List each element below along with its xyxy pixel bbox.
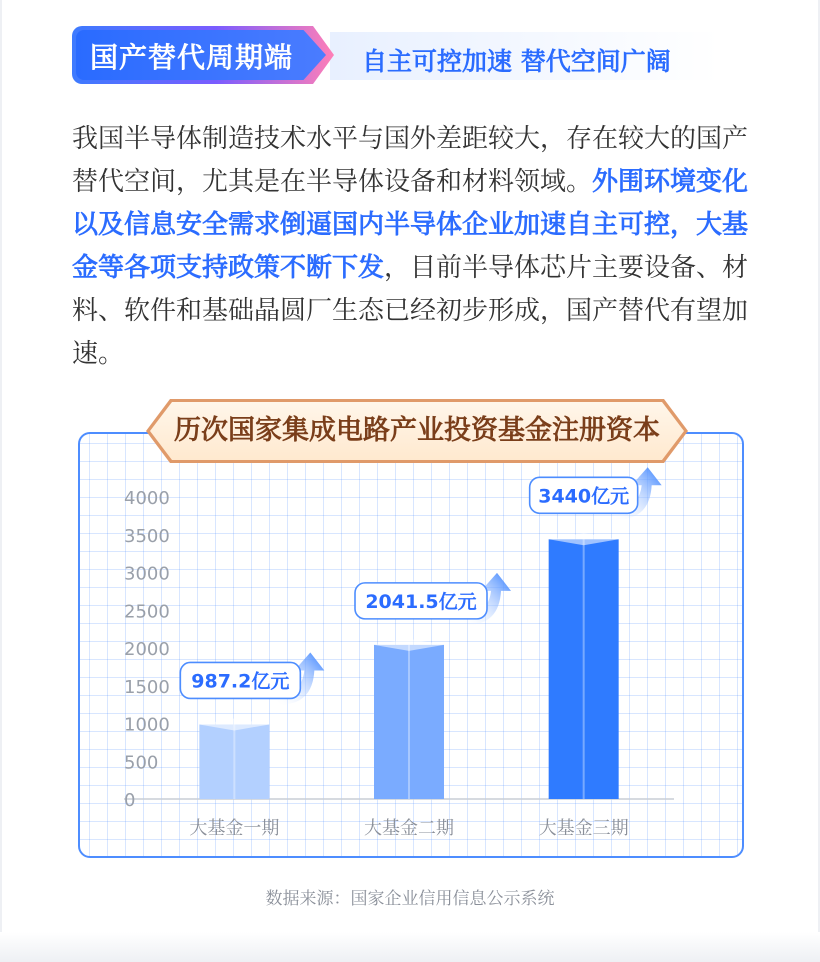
body-paragraph [72, 118, 762, 376]
header-subtitle: 自主可控加速 替代空间广阔 [362, 47, 671, 76]
bar-chart [80, 434, 742, 856]
value-label: 2041.5亿元 [365, 590, 477, 613]
y-tick-label: 4000 [124, 488, 170, 509]
category-label: 大基金三期 [538, 818, 629, 839]
y-tick-label: 1500 [124, 676, 170, 698]
y-tick-label: 2500 [124, 601, 170, 623]
paragraph-text-1: 我国半导体制造技术水平与国外差距较大，存在较大的国产替代空间，尤其是在半导体设备和材料领域。 [72, 124, 749, 197]
y-tick-label: 500 [124, 752, 159, 774]
y-tick-label: 0 [124, 790, 136, 811]
value-label: 987.2亿元 [191, 670, 290, 693]
paragraph-text-2: ，目前半导体芯片主要设备、材料、软件和基础晶圆厂生态已经初步形成，国产替代有望加速。 [72, 253, 749, 369]
page-bottom-band [0, 932, 820, 962]
category-label: 大基金二期 [364, 818, 454, 839]
y-tick-label: 1000 [124, 714, 170, 736]
source-note: 数据来源：国家企业信用信息公示系统 [265, 889, 555, 909]
y-tick-label: 3500 [124, 525, 170, 547]
value-label: 3440亿元 [538, 485, 630, 508]
paragraph-highlight: 外围环境变化以及信息安全需求倒逼国内半导体企业加速自主可控，大基金等各项支持政策不断下发 [72, 167, 749, 283]
y-tick-label: 2000 [124, 639, 170, 660]
y-tick-label: 3000 [124, 563, 170, 585]
category-label: 大基金一期 [189, 818, 280, 839]
header-title: 国产替代周期端 [90, 41, 294, 74]
chart-title: 历次国家集成电路产业投资基金注册资本 [174, 415, 660, 446]
